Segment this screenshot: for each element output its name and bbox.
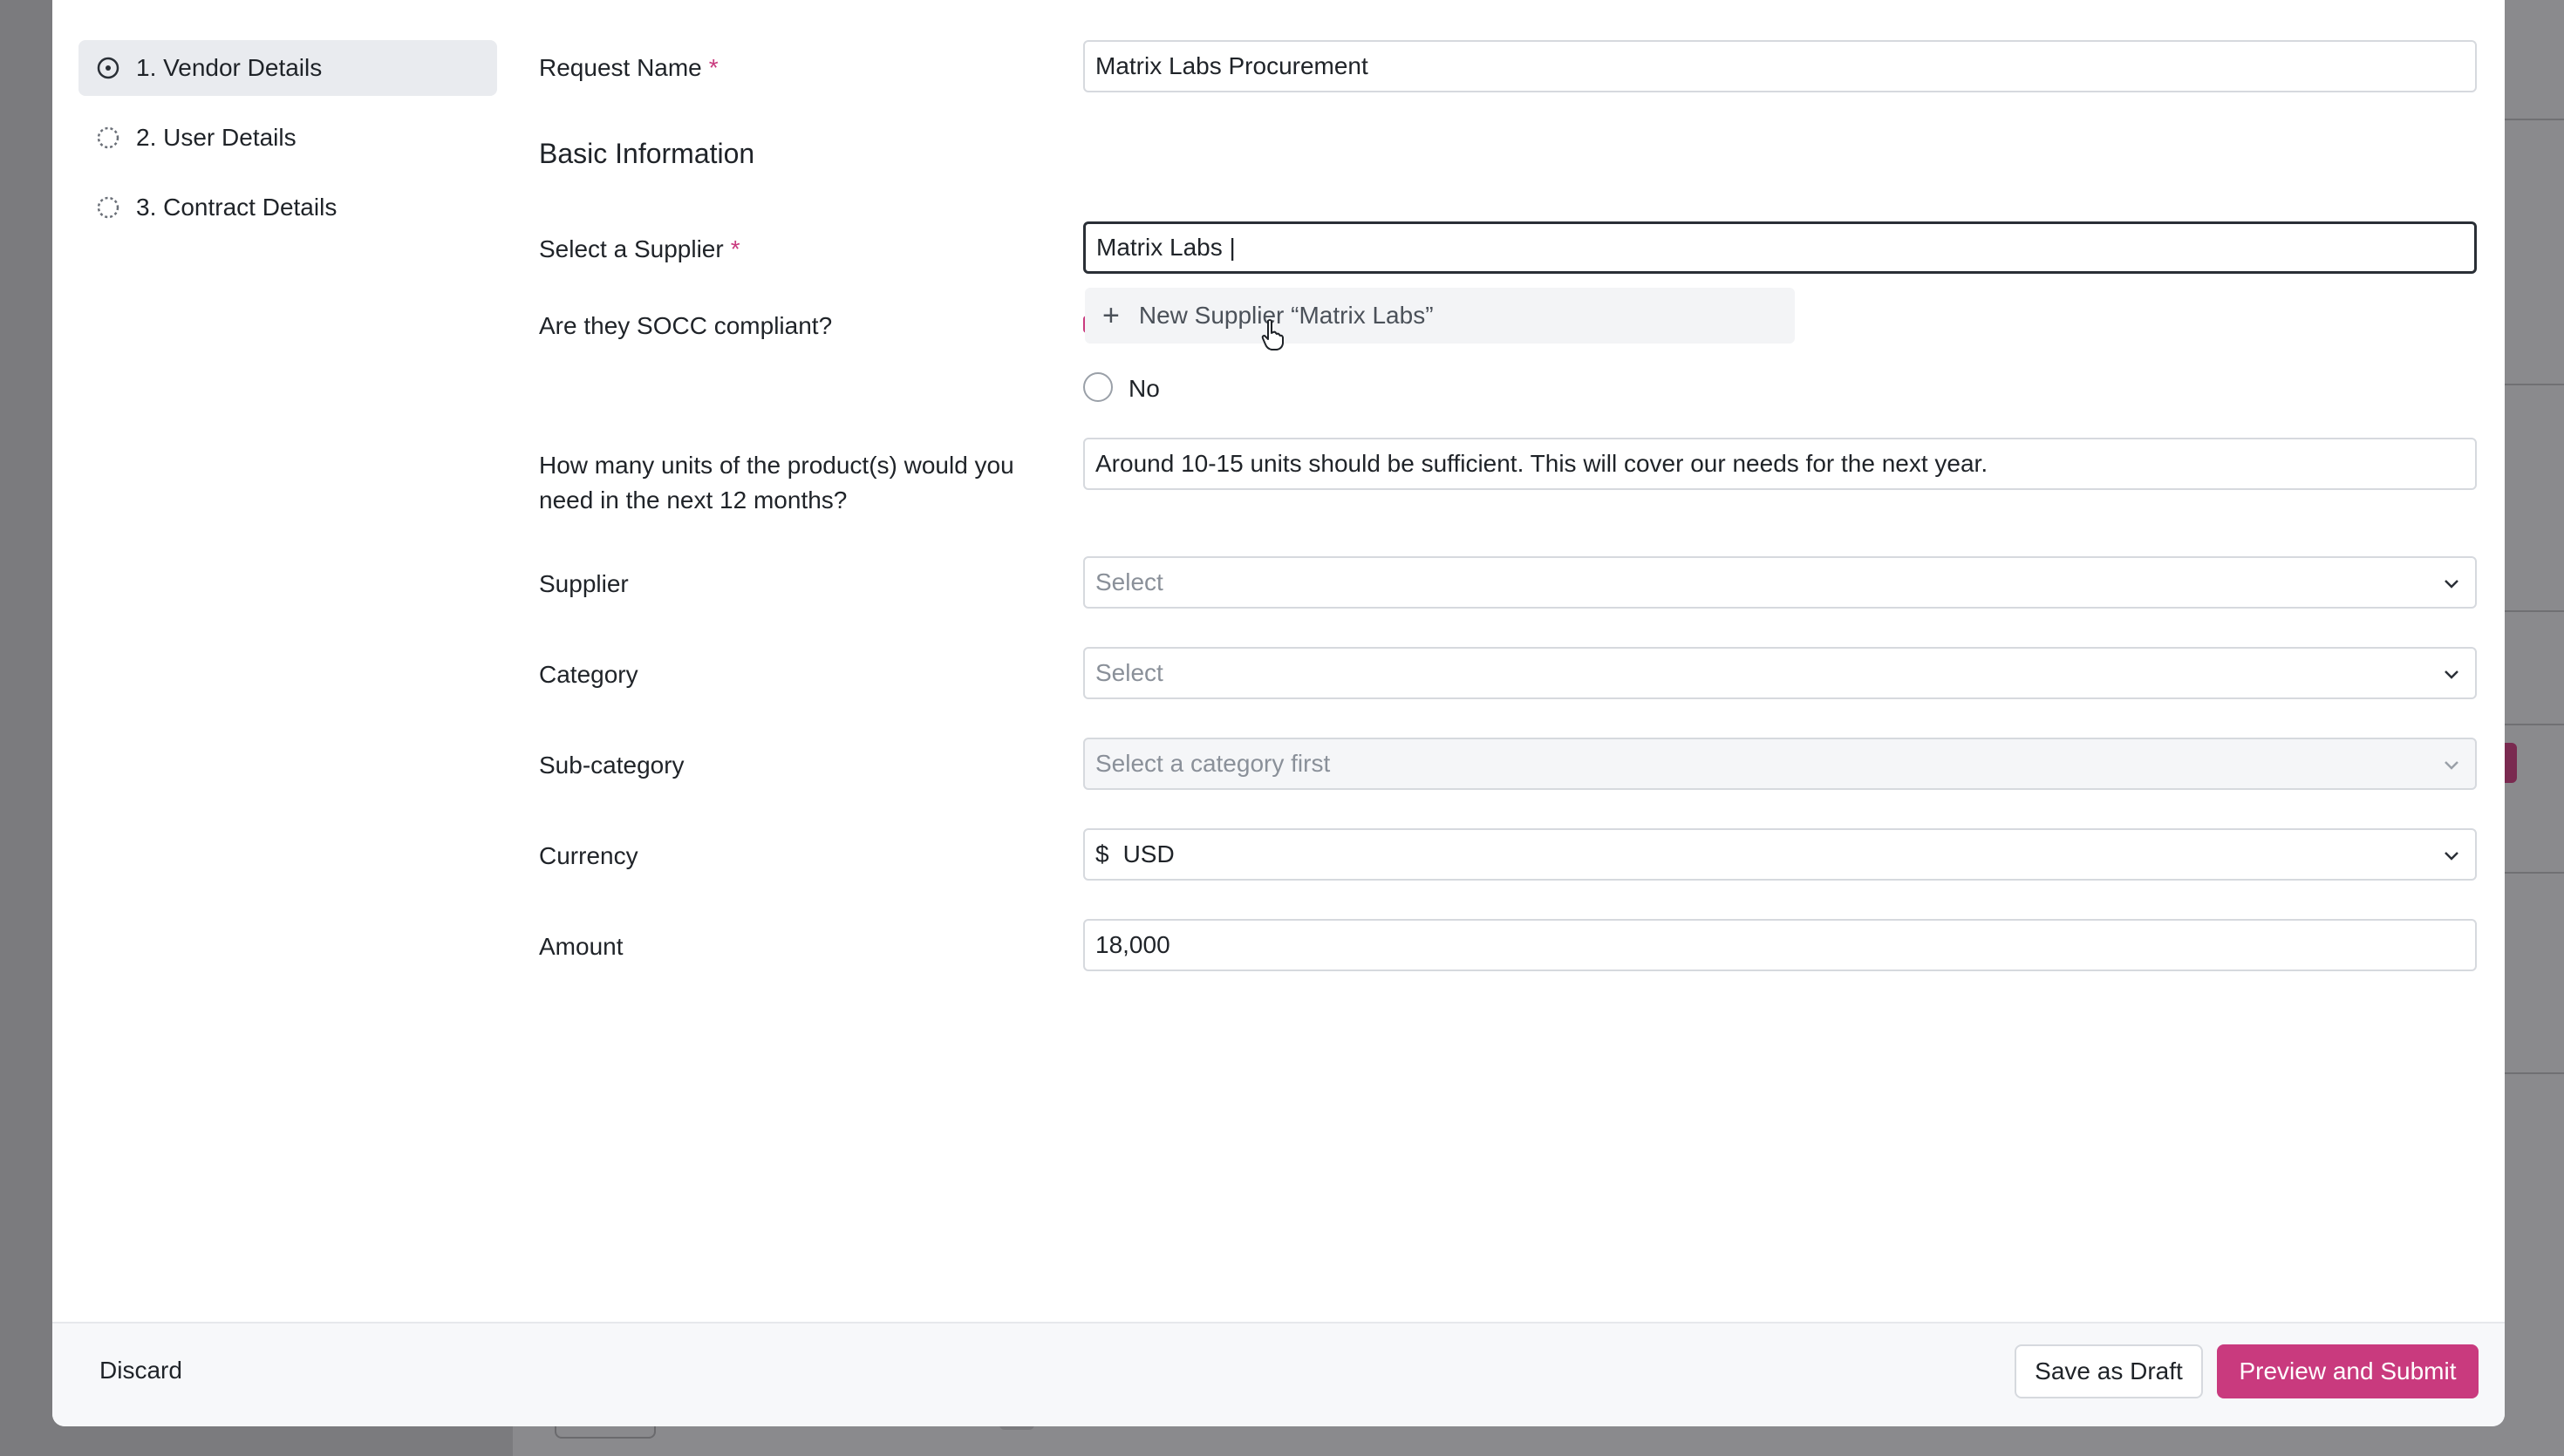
request-modal	[52, 0, 2505, 1426]
units-label	[539, 448, 1014, 518]
category-select[interactable]	[1083, 647, 2477, 699]
chevron-down-icon	[2442, 846, 2461, 865]
currency-select[interactable]	[1083, 828, 2477, 881]
step-contract-details[interactable]	[78, 180, 497, 235]
preview-submit-button[interactable]: Preview and Submit	[2217, 1344, 2479, 1398]
select-placeholder: Select a category first	[1095, 750, 1331, 777]
label-text: Request Name	[539, 54, 702, 81]
currency-label: Currency	[539, 842, 638, 869]
socc-label: Are they SOCC compliant?	[539, 312, 833, 339]
step-pending-icon	[96, 126, 120, 150]
input-value: 18,000	[1095, 931, 1170, 958]
background-divider	[2494, 610, 2564, 612]
amount-input[interactable]	[1083, 919, 2477, 971]
step-user-details[interactable]	[78, 110, 497, 166]
modal-footer	[52, 1322, 2505, 1426]
step-pending-icon	[96, 195, 120, 220]
select-placeholder: Select	[1095, 659, 1163, 686]
step-active-icon	[96, 56, 120, 80]
category-label: Category	[539, 661, 638, 688]
units-label-line1: How many units of the product(s) would you	[539, 452, 1014, 479]
chevron-down-icon	[2442, 574, 2461, 593]
plus-icon: +	[1102, 298, 1120, 332]
required-mark: *	[708, 54, 719, 81]
input-value: Around 10-15 units should be sufficient. This will cover our needs for the next year.	[1095, 450, 1988, 477]
units-label-line2: need in the next 12 months?	[539, 486, 848, 514]
chevron-down-icon	[2442, 755, 2461, 774]
amount-label: Amount	[539, 933, 624, 960]
hand-cursor-icon	[1259, 317, 1287, 352]
select-supplier-label	[539, 232, 740, 267]
select-value: USD	[1122, 840, 1175, 867]
input-value: Matrix Labs |	[1096, 234, 1236, 261]
units-input[interactable]	[1083, 438, 2477, 490]
section-title: Basic Information	[539, 138, 755, 169]
step-label: 1. Vendor Details	[136, 54, 323, 81]
background-divider	[2494, 724, 2564, 725]
new-supplier-option[interactable]	[1085, 288, 1795, 344]
select-supplier-input[interactable]	[1083, 221, 2477, 274]
background-divider	[2494, 872, 2564, 874]
subcategory-select	[1083, 738, 2477, 790]
required-mark: *	[730, 235, 740, 262]
request-name-input[interactable]	[1083, 40, 2477, 92]
option-label: New Supplier “Matrix Labs”	[1138, 302, 1434, 329]
input-value: Matrix Labs Procurement	[1095, 52, 1368, 79]
dollar-icon: $	[1095, 840, 1109, 867]
step-label: 3. Contract Details	[136, 194, 338, 221]
select-placeholder: Select	[1095, 568, 1163, 595]
discard-button[interactable]: Discard	[99, 1357, 182, 1384]
step-label: 2. User Details	[136, 124, 297, 151]
label-text: Select a Supplier	[539, 235, 724, 262]
supplier-select[interactable]	[1083, 556, 2477, 609]
background-divider	[2494, 1072, 2564, 1074]
chevron-down-icon	[2442, 664, 2461, 684]
supplier-label: Supplier	[539, 570, 629, 597]
step-vendor-details[interactable]	[78, 40, 497, 96]
request-name-label	[539, 51, 719, 85]
save-draft-button[interactable]: Save as Draft	[2015, 1344, 2203, 1398]
radio-no-label: No	[1129, 375, 1160, 402]
radio-no[interactable]	[1083, 372, 1113, 402]
subcategory-label: Sub-category	[539, 752, 685, 779]
background-divider	[2494, 119, 2564, 120]
background-divider	[2494, 384, 2564, 385]
